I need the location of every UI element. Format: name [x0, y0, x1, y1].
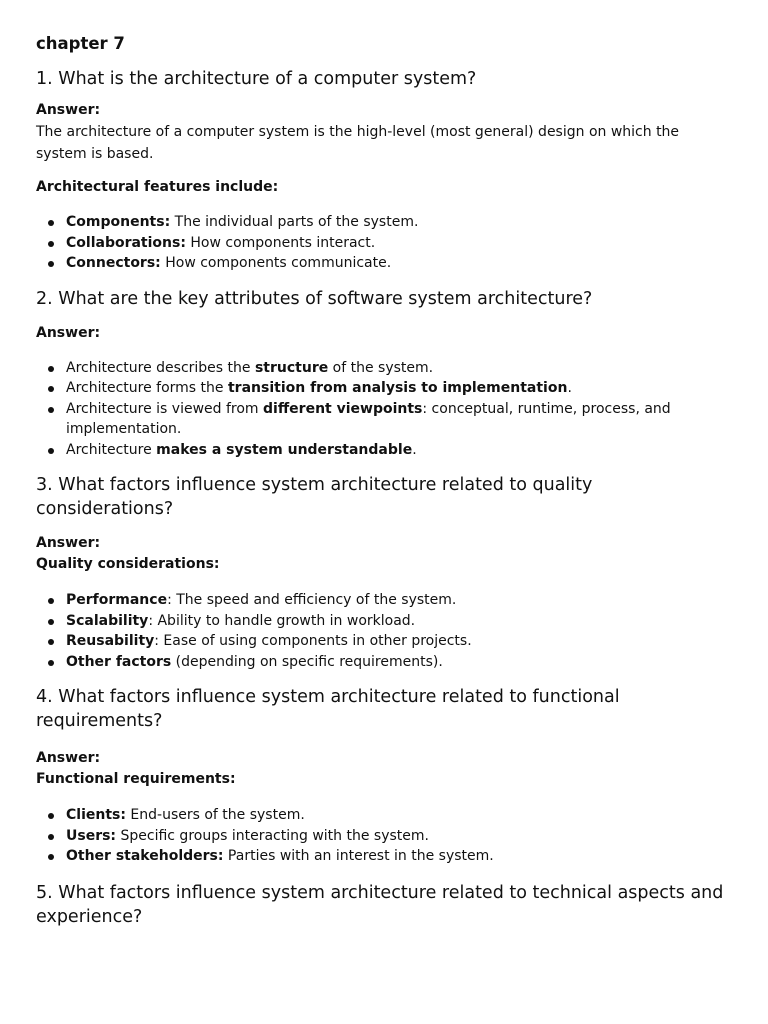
- item-description: : Ability to handle growth in workload.: [148, 612, 416, 629]
- question-2-heading: 2. What are the key attributes of software system architecture?: [36, 288, 593, 309]
- architectural-features-list: [36, 212, 732, 274]
- item-text-prefix: Architecture: [66, 441, 157, 458]
- document-title: chapter 7: [36, 34, 125, 53]
- bullet-icon: [48, 598, 54, 604]
- item-description: Parties with an interest in the system.: [223, 848, 494, 864]
- item-term: Connectors:: [66, 255, 161, 271]
- question-3-answer-label: Answer:: [36, 535, 101, 551]
- item-emphasis: makes a system understandable: [156, 441, 413, 458]
- architectural-features-label: Architectural features include:: [36, 179, 279, 195]
- list-item: [66, 590, 732, 611]
- item-text-prefix: Architecture forms the: [66, 380, 228, 396]
- bullet-icon: [48, 834, 54, 840]
- question-2-answer-label: Answer:: [36, 324, 101, 341]
- list-item: [66, 212, 732, 233]
- bullet-icon: [48, 241, 54, 247]
- architecture-attributes-list: [36, 358, 732, 461]
- bullet-icon: [48, 660, 54, 666]
- item-text-prefix: Architecture is viewed from: [66, 400, 264, 417]
- bullet-icon: [48, 854, 54, 860]
- bullet-icon: [48, 220, 54, 226]
- question-1-heading: 1. What is the architecture of a computer system?: [36, 69, 477, 89]
- item-text-suffix: : conceptual, runtime, process, and implementation.: [66, 400, 671, 437]
- item-description: Specific groups interacting with the system.: [116, 827, 429, 844]
- item-term: Users:: [66, 827, 117, 844]
- question-1-answer-label: Answer:: [36, 102, 101, 118]
- list-item: [66, 631, 732, 652]
- item-description: End-users of the system.: [125, 807, 305, 823]
- list-item: [66, 611, 732, 632]
- item-term: Other stakeholders:: [66, 848, 224, 864]
- item-emphasis: transition from analysis to implementation: [227, 380, 568, 396]
- functional-requirements-label: Functional requirements:: [36, 771, 236, 787]
- question-5-heading: 5. What factors influence system architecture related to technical aspects and experience?: [36, 882, 724, 927]
- bullet-icon: [48, 386, 54, 392]
- question-4-answer-label: Answer:: [36, 750, 101, 766]
- item-description: How components communicate.: [160, 255, 392, 271]
- item-description: The individual parts of the system.: [170, 214, 419, 230]
- item-emphasis: different viewpoints: [263, 400, 423, 417]
- item-term: Clients:: [66, 807, 126, 823]
- bullet-icon: [48, 407, 54, 413]
- question-4-heading: 4. What factors influence system architecture related to functional requirements?: [36, 687, 620, 731]
- item-term: Scalability: [66, 612, 149, 629]
- bullet-icon: [48, 448, 54, 454]
- quality-considerations-list: [36, 590, 732, 672]
- item-term: Reusability: [66, 633, 155, 649]
- item-term: Components:: [66, 214, 171, 230]
- bullet-icon: [48, 366, 54, 372]
- item-term: Collaborations:: [66, 234, 186, 251]
- item-description: : Ease of using components in other projects.: [154, 633, 472, 649]
- question-1-answer-text: The architecture of a computer system is the high-level (most general) design on which the system is based.: [36, 124, 680, 162]
- question-3-heading: 3. What factors influence system architecture related to quality considerations?: [36, 475, 593, 519]
- list-item: [66, 652, 732, 673]
- list-item: [66, 233, 732, 254]
- bullet-icon: [48, 639, 54, 645]
- list-item: [66, 358, 732, 379]
- list-item: [66, 253, 732, 274]
- item-text-suffix: of the system.: [328, 359, 434, 376]
- item-description: : The speed and efficiency of the system.: [167, 592, 457, 608]
- item-description: How components interact.: [185, 234, 376, 251]
- bullet-icon: [48, 813, 54, 819]
- item-text-suffix: .: [412, 441, 417, 458]
- item-emphasis: structure: [254, 359, 329, 376]
- list-item: [66, 399, 732, 440]
- list-item: [66, 805, 732, 826]
- quality-considerations-label: Quality considerations:: [36, 556, 220, 572]
- functional-requirements-list: [36, 805, 732, 867]
- item-description: (depending on specific requirements).: [171, 653, 443, 670]
- bullet-icon: [48, 261, 54, 267]
- item-text-prefix: Architecture describes the: [66, 359, 255, 376]
- list-item: [66, 846, 732, 867]
- item-term: Performance: [66, 592, 168, 608]
- item-term: Other factors: [66, 653, 172, 670]
- list-item: [66, 826, 732, 847]
- bullet-icon: [48, 619, 54, 625]
- list-item: [66, 440, 732, 461]
- list-item: [66, 378, 732, 399]
- item-text-suffix: .: [567, 380, 572, 396]
